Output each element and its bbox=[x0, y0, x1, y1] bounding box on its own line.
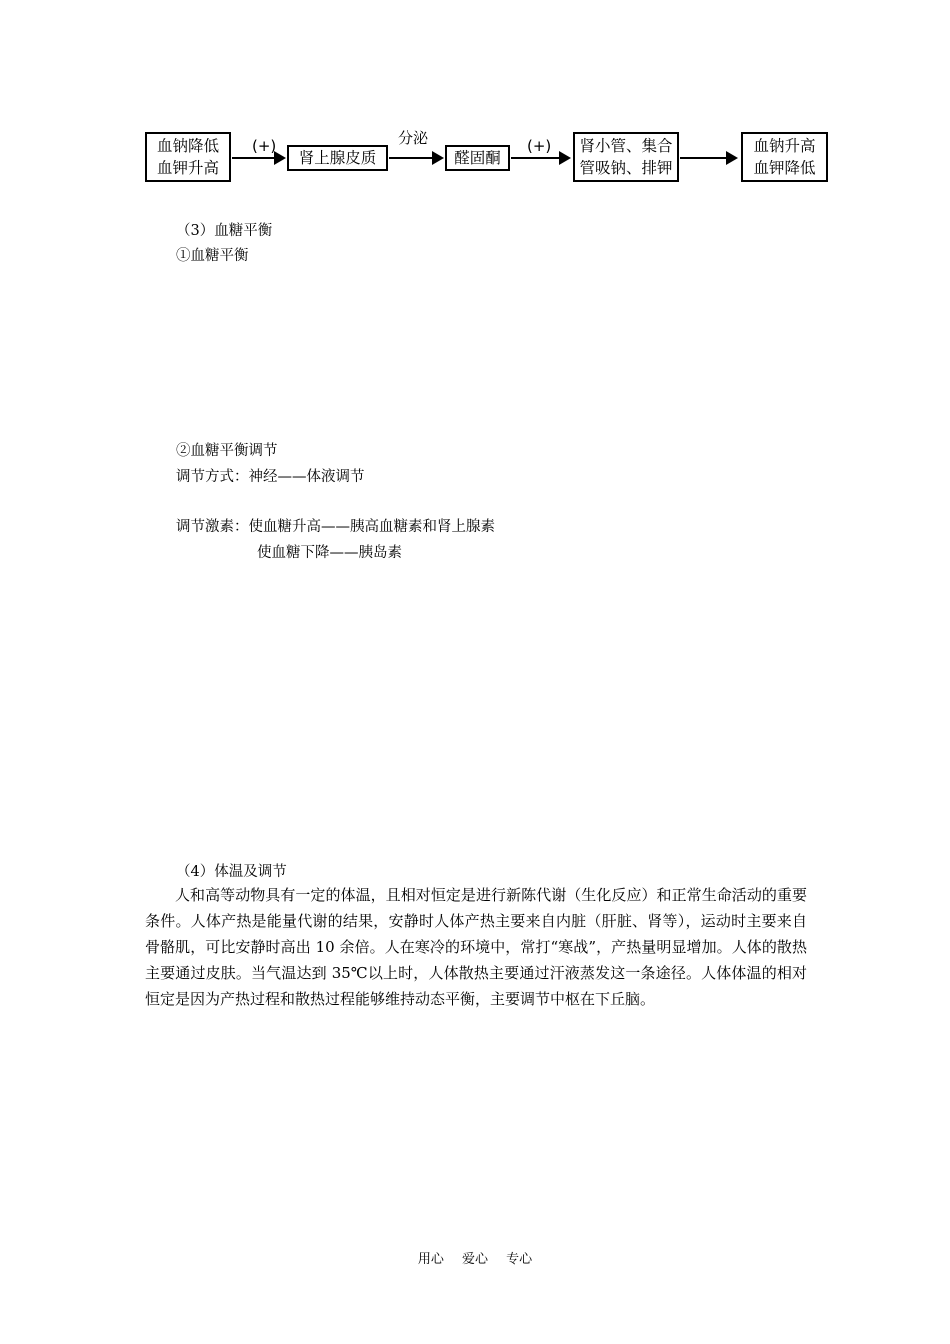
box-aldosterone: 醛固酮 bbox=[445, 145, 510, 171]
label-plus-1: (+) bbox=[252, 137, 277, 155]
hormone-raise: 调节激素：使血糖升高——胰高血糖素和肾上腺素 bbox=[176, 519, 495, 535]
box-adrenal-cortex: 肾上腺皮质 bbox=[287, 145, 388, 171]
label-plus-2: (+) bbox=[527, 137, 552, 155]
box-blood-na-low: 血钠降低 血钾升高 bbox=[145, 132, 231, 182]
section3-sub1: ①血糖平衡 bbox=[176, 248, 249, 264]
label-secrete: 分泌 bbox=[398, 129, 429, 147]
arrow-4 bbox=[680, 157, 736, 159]
page-footer: 用心 爱心 专心 bbox=[417, 1252, 533, 1267]
box-blood-na-high: 血钠升高 血钾降低 bbox=[741, 132, 828, 182]
regulation-method: 调节方式：神经——体液调节 bbox=[176, 469, 365, 485]
hormone-lower: 使血糖下降——胰岛素 bbox=[257, 545, 402, 561]
body-temperature-paragraph: 人和高等动物具有一定的体温，且相对恒定是进行新陈代谢（生化反应）和正常生命活动的重要条件。人体产热是能量代谢的结果，安静时人体产热主要来自内脏（肝脏、肾等），运动时主要来自骨骼肌，可比安静时高出 10 余倍。人在寒冷的环境中，常打“寒战”，产热量明显增加。人体的散热主要通过皮肤。当气温达到 35℃以上时，人体散热主要通过汗液蒸发这一条途径。人体体温的相对恒定是因为产热过程和散热过程能够维持动态平衡，主要调节中枢在下丘脑。 bbox=[145, 886, 807, 1008]
arrow-1 bbox=[232, 157, 284, 159]
box-renal-tubule: 肾小管、集合 管吸钠、排钾 bbox=[573, 132, 679, 182]
section3-heading: （3）血糖平衡 bbox=[176, 223, 273, 239]
section3-sub2: ②血糖平衡调节 bbox=[176, 443, 278, 459]
section4-heading: （4）体温及调节 bbox=[176, 864, 287, 880]
arrow-3 bbox=[511, 157, 569, 159]
arrow-2 bbox=[389, 157, 442, 159]
